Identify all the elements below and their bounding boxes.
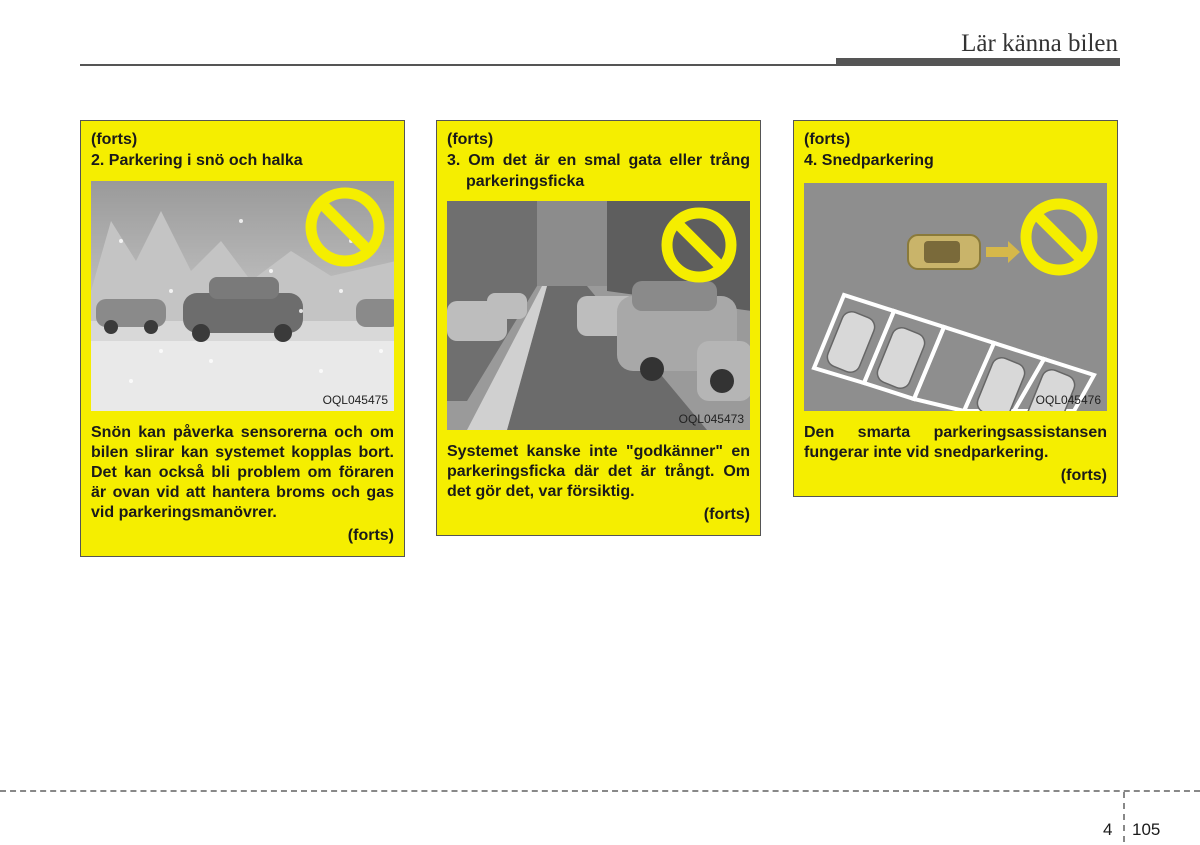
- card-forts-tail: (forts): [703, 506, 750, 523]
- info-card-narrow-street: [436, 120, 761, 536]
- card-body: Den smarta parkeringsassistansen fungerar inte vid snedparkering.: [804, 424, 1107, 461]
- card-heading: 4. Snedparkering: [804, 152, 934, 169]
- card-forts-head: (forts): [91, 131, 138, 148]
- card-body: Snön kan påverka sensorerna och om bilen slirar kan systemet kopplas bort. Det kan också bli problem om föraren är ovan vid att hantera broms och gas vid parkeringsmanövrer.: [91, 424, 394, 521]
- snow-parking-illustration: [91, 181, 394, 411]
- figure-code: OQL045473: [678, 412, 744, 426]
- footer-divider: [1123, 792, 1125, 842]
- figure-code: OQL045475: [322, 393, 388, 407]
- info-card-snow: [80, 120, 405, 557]
- card-forts-tail: (forts): [1060, 467, 1107, 484]
- card-heading: 2. Parkering i snö och halka: [91, 152, 303, 169]
- card-body: Systemet kanske inte "godkänner" en parkeringsficka där det är trångt. Om det gör det, var försiktig.: [447, 443, 750, 500]
- info-card-angled-parking: [793, 120, 1118, 497]
- card-heading: 3. Om det är en smal gata eller trång parkeringsficka: [447, 152, 750, 190]
- card-forts-head: (forts): [447, 131, 494, 148]
- narrow-street-illustration: [447, 201, 750, 430]
- footer-rule: [0, 790, 1200, 792]
- page-header-title: Lär känna bilen: [961, 30, 1118, 57]
- chapter-number: 4: [1103, 820, 1113, 839]
- page-number: 105: [1132, 820, 1161, 839]
- header-bar: [836, 58, 1120, 66]
- header-rule: [80, 64, 836, 66]
- card-forts-head: (forts): [804, 131, 851, 148]
- card-forts-tail: (forts): [347, 527, 394, 544]
- figure-code: OQL045476: [1035, 393, 1101, 407]
- angled-parking-illustration: [804, 183, 1107, 411]
